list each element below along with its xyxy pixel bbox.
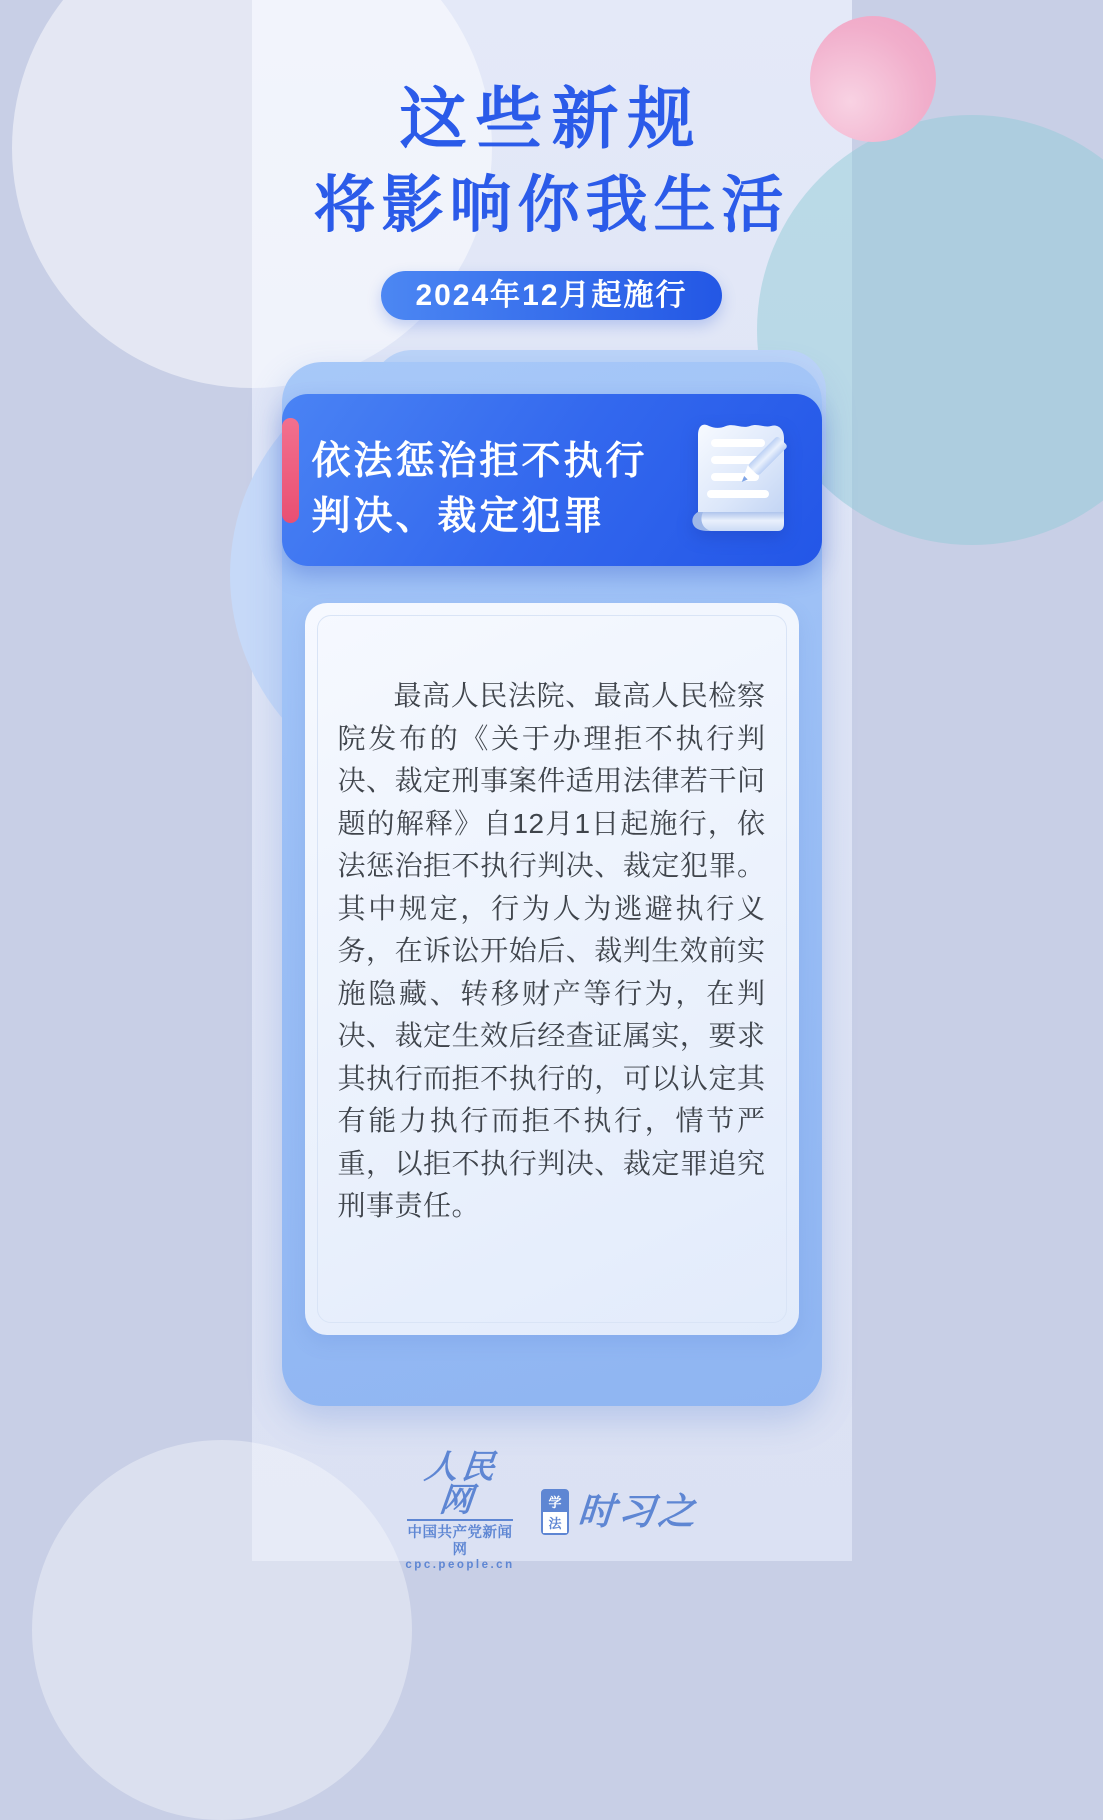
xuefa-shixizhi-logo (541, 1489, 698, 1535)
footer (252, 1450, 852, 1573)
poster (252, 0, 852, 1561)
peoples-daily-script: 人民网 (402, 1450, 519, 1516)
page-title-line1: 这些新规 (252, 86, 852, 153)
topic-heading-line2: 判决、裁定犯罪 (312, 495, 606, 538)
body-paragraph: 最高人民法院、最高人民检察院发布的《关于办理拒不执行判决、裁定刑事案件适用法律若干问题的解释》自12月1日起施行，依法惩治拒不执行判决、裁定犯罪。其中规定，行为人为逃避执行义务，在诉讼开始后、裁判生效前实施隐藏、转移财产等行为，在判决、裁定生效后经查证属实，要求其执行而拒不执行的，可以认定其有能力执行而拒不执行，情节严重，以拒不执行判决、裁定罪追究刑事责任。 (338, 675, 766, 1228)
title-block (252, 86, 852, 320)
effective-date-badge: 2024年12月起施行 (381, 271, 721, 320)
cpc-news-site-name: 中国共产党新闻网 (405, 1525, 515, 1558)
xuefa-badge-top: 学 (543, 1491, 567, 1512)
cpc-news-site-url: cpc.people.cn (405, 1558, 515, 1573)
shixizhi-wordmark: 时习之 (577, 1493, 700, 1530)
xuefa-badge-bottom: 法 (543, 1512, 567, 1533)
topic-heading-line1: 依法惩治拒不执行 (312, 440, 648, 483)
peoples-daily-logo (405, 1450, 515, 1573)
xuefa-badge (541, 1489, 569, 1535)
logo-divider (407, 1519, 513, 1521)
pink-accent-bar (282, 418, 299, 523)
page-title-line2: 将影响你我生活 (252, 175, 852, 237)
body-card (305, 603, 799, 1335)
topic-heading (312, 434, 648, 544)
document-edit-icon (686, 418, 798, 540)
topic-header-card (282, 394, 822, 566)
